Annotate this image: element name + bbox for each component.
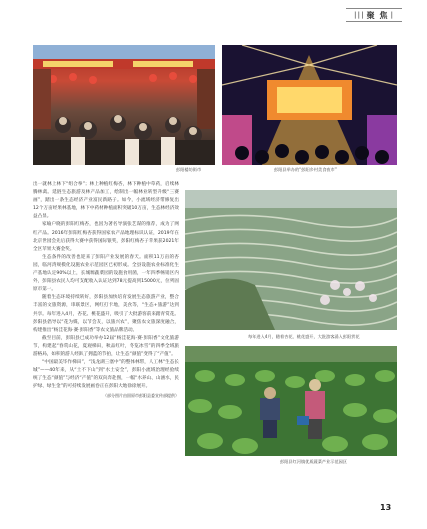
- stage-photo-caption: 彭阳县举办的“彭阳乡村美食夜市”: [274, 167, 337, 172]
- article-paragraph: 截至目前，彭阳县已成功举办12届“杨洼花海·赛·彭阳香”文化旅游节，构建起“春赏山花，夏观梯田，秋品红叶，冬览冰雪”的四季全域旅游格局，如积的游人经趴了拥蓝的节拍，让生态“颜值”变得了“产值”。: [33, 335, 179, 357]
- article-paragraph: 家喻户晓的彭阳红梅杏，也因为著名导演张艺谋的推荐，成为了网红产品。2016年彭阳红梅杏获得国家农产品地理标识认证，2019年在北京世园会先后获得大赛中获得国际银奖，彭阳红梅杏子苹果获2021年全区苹果大赛金奖。: [33, 222, 179, 252]
- article-body: [33, 181, 179, 401]
- terrace-photo-caption: 每年进入4月，随着杏花、桃花盛开，大批游客涌入彭阳赏花: [248, 334, 360, 339]
- article-paragraph: “中国最美毕作梯田”，“浅龙湖三塞中”的整体林带，人工林“生态长城”——40年来，从“土不下山”到“水土安全”，彭阳小流域治理经验续统了生态“颜值”与经济“产值”的双向奔赴图，一幅“水养山、山涵水，民护绿、绿生金”的可持续发展画卷正在彭阳大地徐徐展开。: [33, 360, 179, 390]
- article-paragraph: 生态条件的改善也迎来了彭阳产业发展的春天。面积11万亩的杏园，临河湾规模化设施农业示范园区已初形成。全县设施农业标准化生产基地认定90%以上，长城塬蔬菜园的设施食用菌，一年四季畅销区内外，彭阳县农民人均可支配收入认证达到78元提高到15000元，位列固原市第一。: [33, 254, 179, 293]
- section-title: 聚 焦: [366, 10, 389, 20]
- vegetable-field-illustration: [185, 346, 397, 456]
- street-market-photo: [33, 45, 215, 165]
- page-number: 13: [380, 503, 392, 512]
- night-stage-illustration: [222, 45, 397, 165]
- field-photo-caption: 彭阳县红河镇优质蔬菜产业示范园区: [280, 459, 348, 464]
- street-market-illustration: [33, 45, 215, 165]
- terrace-illustration: [185, 190, 397, 330]
- vegetable-field-photo: [185, 346, 397, 456]
- photo-source-note: （部分图片由固原市彭阳县委宣传部提供）: [103, 393, 179, 399]
- header-divider-right: |: [390, 11, 395, 19]
- terrace-photo: [185, 190, 397, 330]
- night-stage-photo: [222, 45, 397, 165]
- section-header: [346, 8, 402, 22]
- article-paragraph: 出一就林上林下“组合拳”；林上种植红梅杏，林下种植中草药，启续林腾林禽。延链生态旅游及林产品加工，绘制出一幅林业转型升级“三赛画”，踏出一条生态经济产业富民新路子。如今，小流域经济带修复出12个万亩经果林基地，林下中药材种植面积突破10万亩，生态林经济效益凸显。: [33, 182, 179, 220]
- article-paragraph: 随着生态环境持续转好，彭阳县加快培育发展生态旅游产业，整合丰富的文旅资源，串联景区，网红打卡地，美食等，“生态+旅游”达到共享。每年进入4月，杏花、桃花盛开，吸引了大批游客前来踏青赏花。彭阳县倡导以“花为媒，以节会友，以旅兴农”，聚焦农文旅深度融合，构建推出“杨洼花海·赛·彭阳香”等农文旅品牌活动。: [33, 295, 179, 333]
- street-photo-caption: 彭阳楼坊街市: [176, 167, 202, 172]
- header-divider-left: |||: [353, 11, 365, 19]
